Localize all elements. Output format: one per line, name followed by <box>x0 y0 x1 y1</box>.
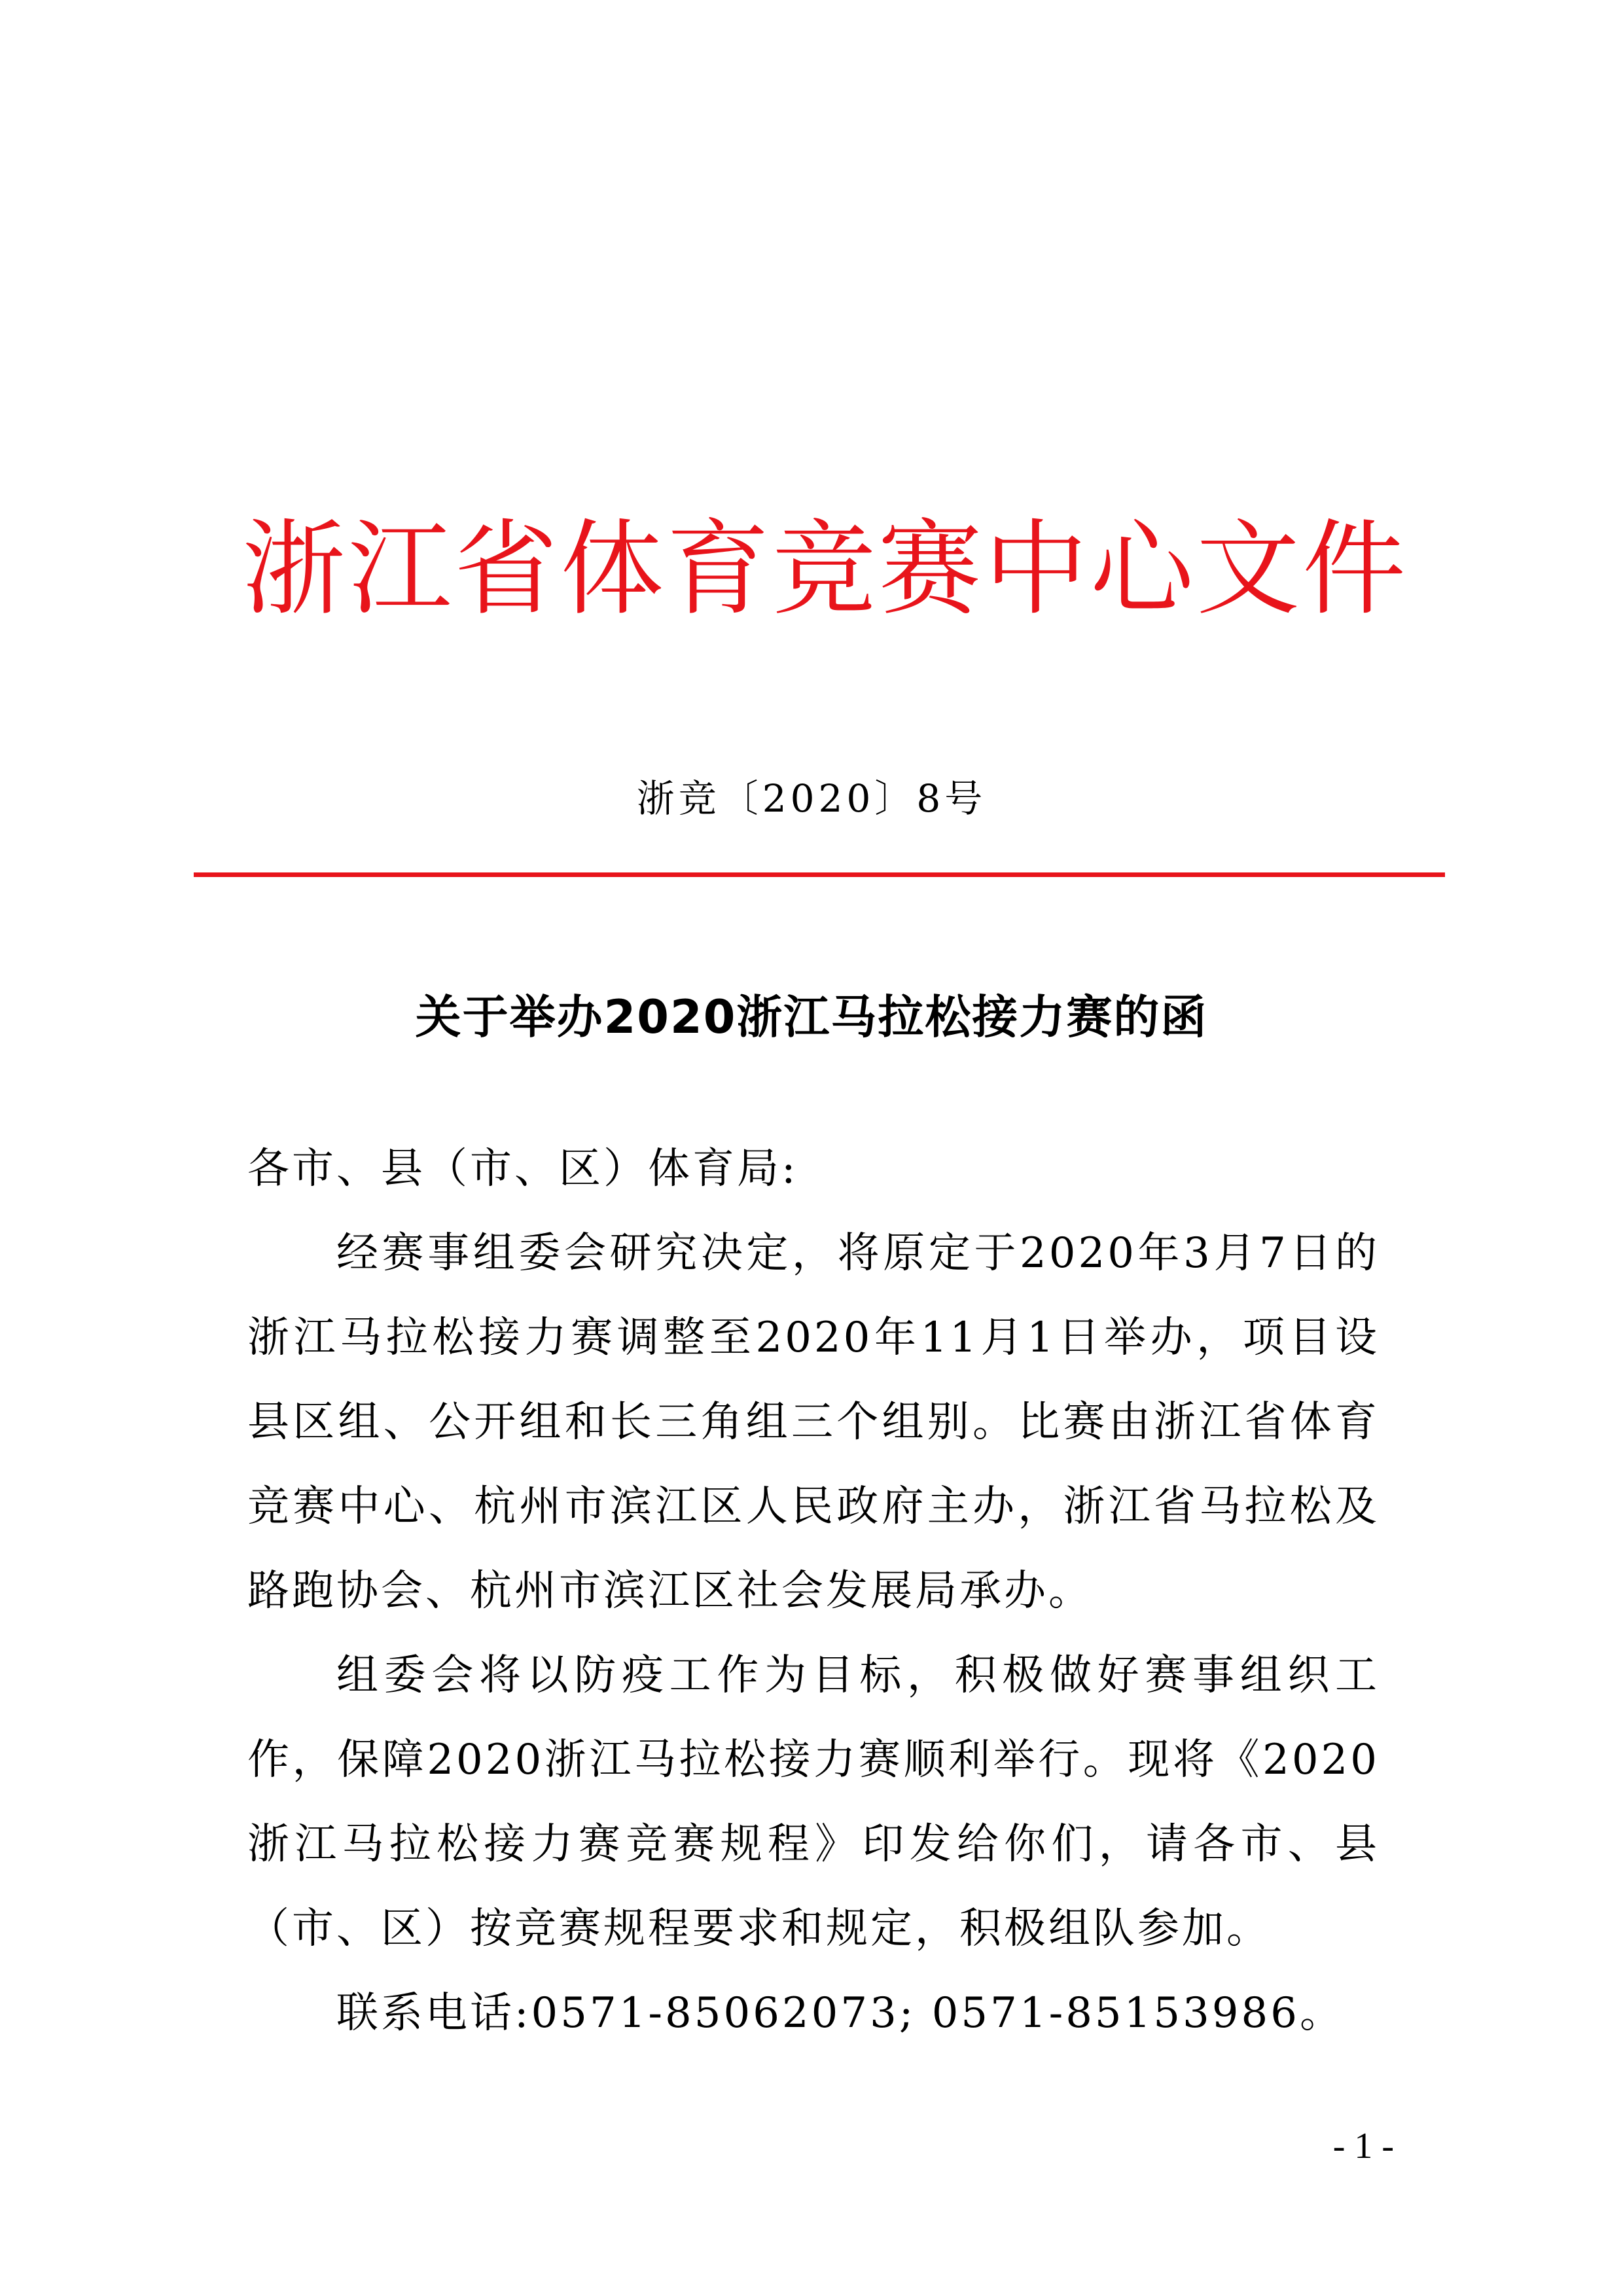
contact-phone-paragraph: 联系电话:0571-85062073; 0571-85153986。 <box>336 1989 1344 2037</box>
salutation: 各市、县（市、区）体育局: <box>247 1145 798 1193</box>
document-title: 关于举办2020浙江马拉松接力赛的函 <box>415 990 1208 1044</box>
body-paragraph-2: 组委会将以防疫工作为目标，积极做好赛事组织工作，保障2020浙江马拉松接力赛顺利举行。现将《2020浙江马拉松接力赛竞赛规程》印发给你们，请各市、县（市、区）按竞赛规程要求和规定，积极组队参加。 <box>247 1651 1380 1953</box>
body-paragraph-1: 经赛事组委会研究决定，将原定于2020年3月7日的浙江马拉松接力赛调整至2020年11月1日举办，项目设县区组、公开组和长三角组三个组别。比赛由浙江省体育竞赛中心、杭州市滨江区人民政府主办，浙江省马拉松及路跑协会、杭州市滨江区社会发展局承办。 <box>247 1229 1380 1615</box>
issuer-header-title: 浙江省体育竞赛中心文件 <box>242 509 1408 630</box>
red-divider-line <box>194 872 1445 877</box>
document-number: 浙竞〔2020〕8号 <box>636 776 987 821</box>
page-number: - 1 - <box>1332 2126 1394 2166</box>
